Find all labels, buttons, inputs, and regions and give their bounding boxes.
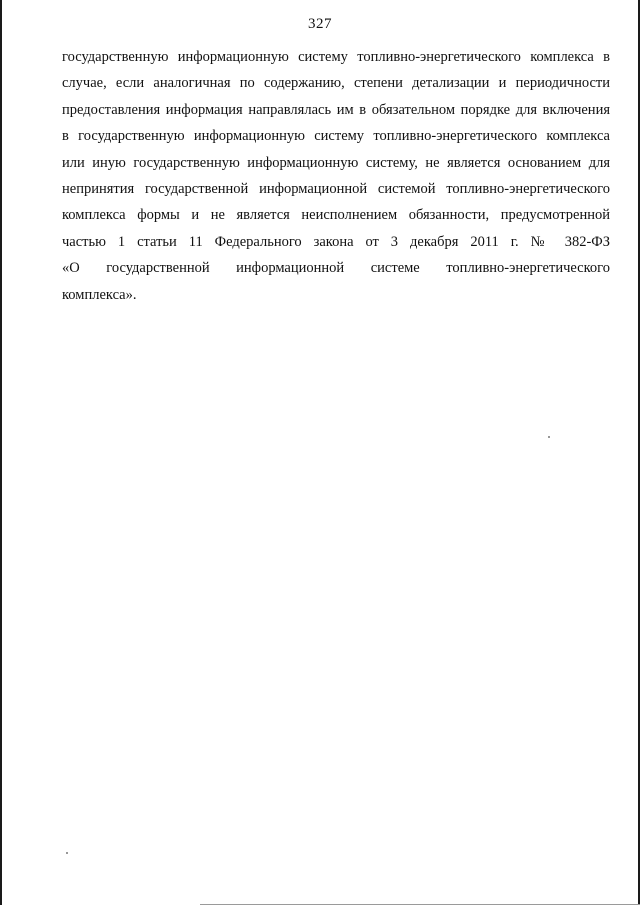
scan-speck	[548, 436, 550, 438]
body-line: частью 1 статьи 11 Федерального закона от 3 декабря 2011 г. № 382-ФЗ	[62, 233, 610, 250]
body-line: государственную информационную систему топливно-энергетического комплекса в	[62, 49, 610, 65]
body-line: в государственную информационную систему топливно-энергетического комплекса	[62, 128, 610, 145]
body-line: случае, если аналогичная по содержанию, степени детализации и периодичности	[62, 75, 610, 92]
page-number: 327	[308, 16, 332, 32]
body-line: или иную государственную информационную систему, не является основанием для	[62, 154, 610, 171]
document-body	[62, 44, 610, 308]
body-line: комплекса формы и не является неисполнением обязанности, предусмотренной	[62, 207, 610, 224]
body-line: «О государственной информационной системе топливно-энергетического	[62, 260, 610, 277]
scan-edge-left	[0, 0, 2, 905]
body-line: комплекса».	[62, 286, 137, 303]
body-line: предоставления информация направлялась им в обязательном порядке для включения	[62, 101, 610, 118]
scan-speck	[66, 852, 68, 854]
body-line: непринятия государственной информационной системой топливно-энергетического	[62, 180, 610, 197]
